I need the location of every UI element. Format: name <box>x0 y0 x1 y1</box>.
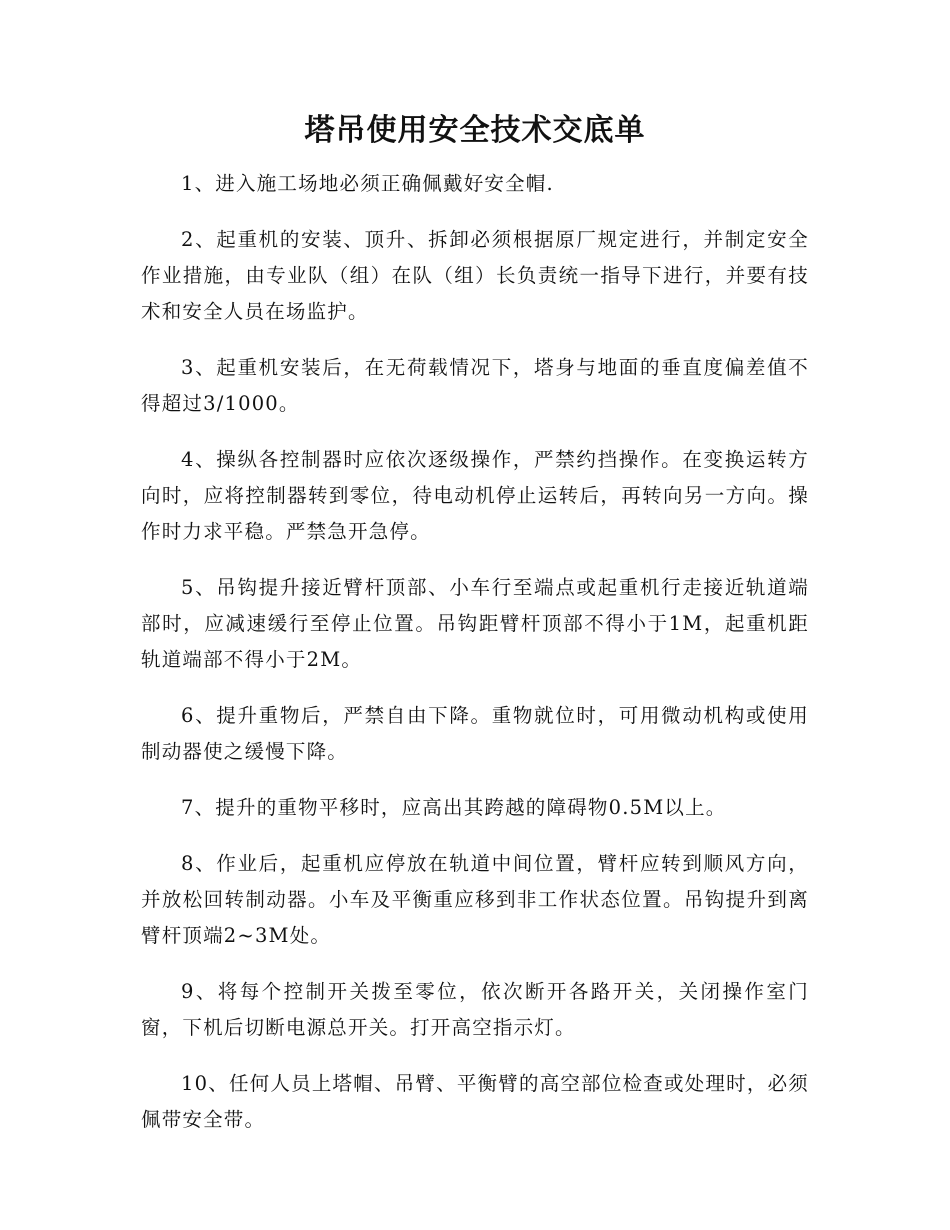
paragraph-2: 2、起重机的安装、顶升、拆卸必须根据原厂规定进行，并制定安全作业措施，由专业队（组）在队（组）长负责统一指导下进行，并要有技术和安全人员在场监护。 <box>141 228 809 323</box>
paragraph-6: 6、提升重物后，严禁自由下降。重物就位时，可用微动机构或使用制动器使之缓慢下降。 <box>141 704 809 763</box>
paragraph-5: 5、吊钩提升接近臂杆顶部、小车行至端点或起重机行走接近轨道端部时，应减速缓行至停止位置。吊钩距臂杆顶部不得小于1M，起重机距轨道端部不得小于2M。 <box>141 576 809 671</box>
paragraph-3: 3、起重机安装后，在无荷载情况下，塔身与地面的垂直度偏差值不得超过3/1000。 <box>141 356 809 415</box>
paragraph-8: 8、作业后，起重机应停放在轨道中间位置，臂杆应转到顺风方向，并放松回转制动器。小车及平衡重应移到非工作状态位置。吊钩提升到离臂杆顶端2~3M处。 <box>141 852 809 947</box>
document-title: 塔吊使用安全技术交底单 <box>304 113 646 148</box>
paragraph-7: 7、提升的重物平移时，应高出其跨越的障碍物0.5M以上。 <box>181 796 727 819</box>
document-body <box>141 166 809 1158</box>
paragraph-4: 4、操纵各控制器时应依次逐级操作，严禁约挡操作。在变换运转方向时，应将控制器转到零位，待电动机停止运转后，再转向另一方向。操作时力求平稳。严禁急开急停。 <box>141 448 809 543</box>
paragraph-9: 9、将每个控制开关拨至零位，依次断开各路开关，关闭操作室门窗，下机后切断电源总开关。打开高空指示灯。 <box>141 980 809 1039</box>
paragraph-10: 10、任何人员上塔帽、吊臂、平衡臂的高空部位检查或处理时，必须佩带安全带。 <box>141 1072 809 1131</box>
paragraph-1: 1、进入施工场地必须正确佩戴好安全帽. <box>181 172 554 195</box>
